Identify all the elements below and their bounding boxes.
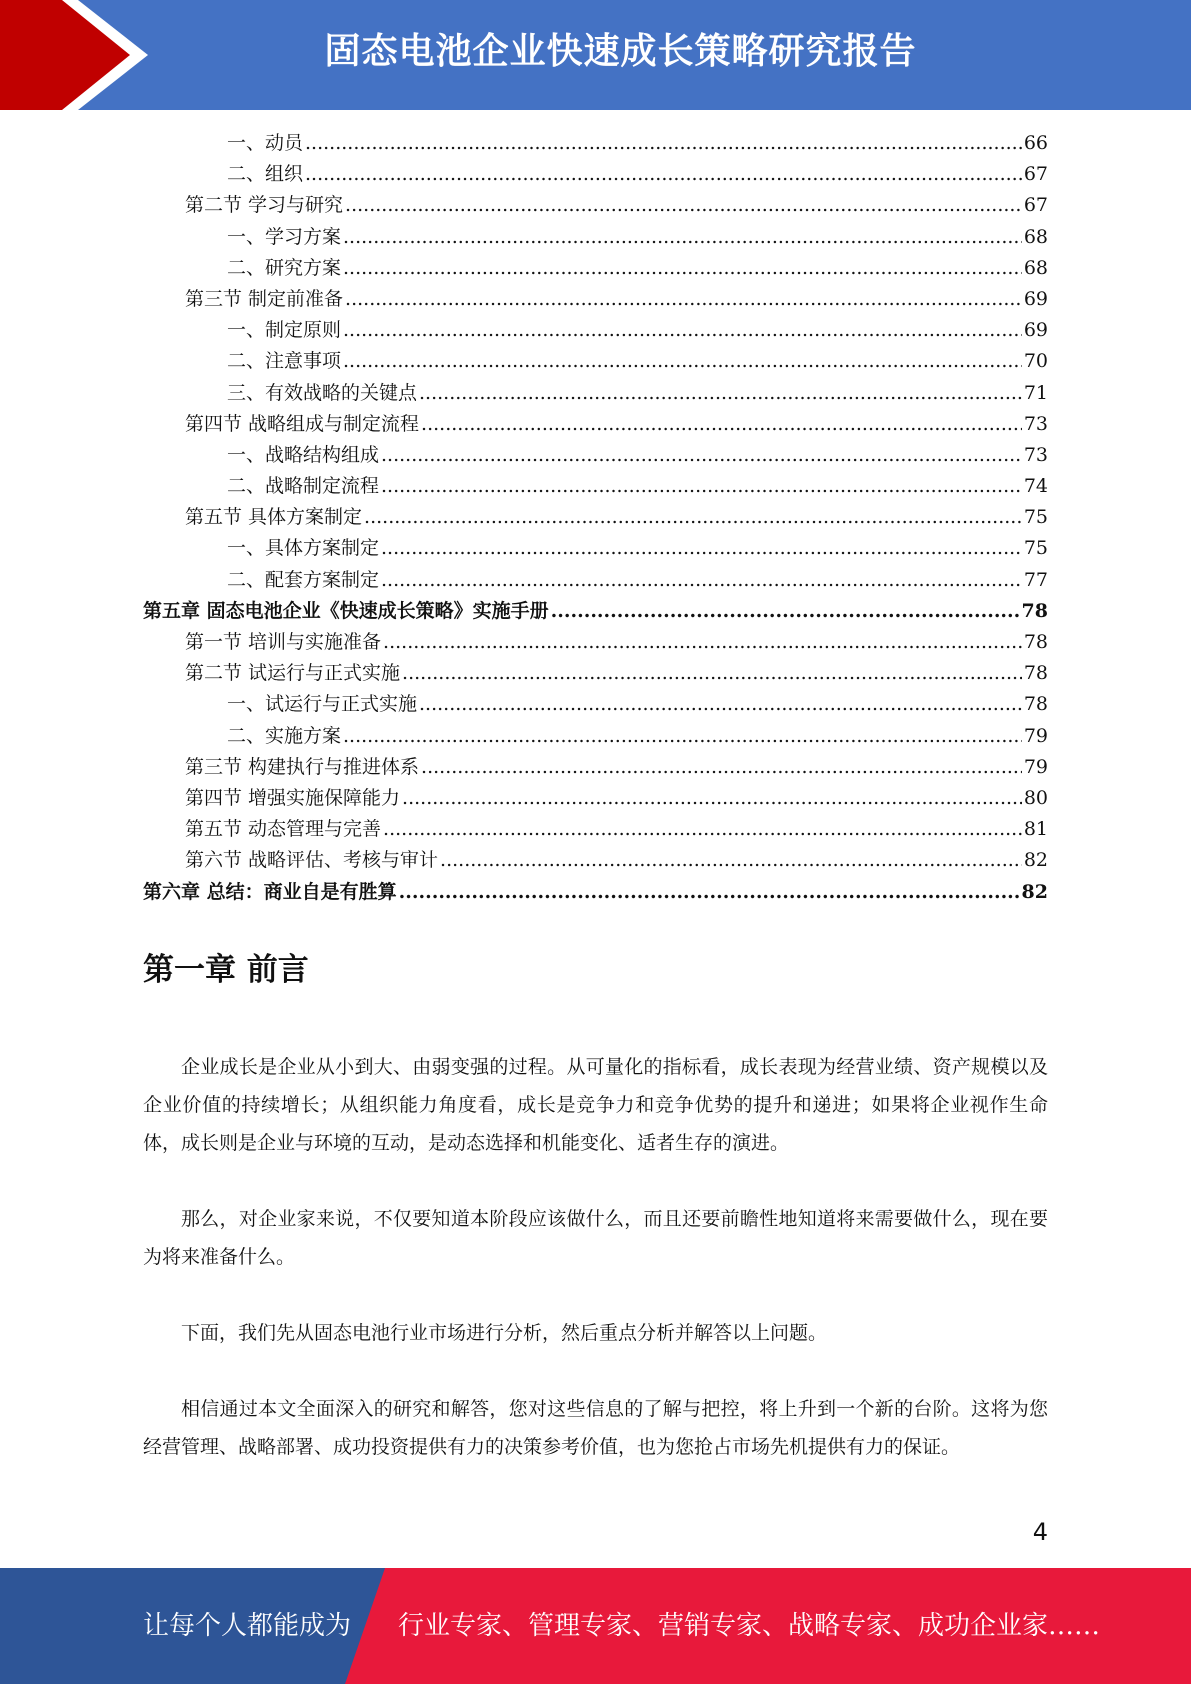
toc-dot-leader bbox=[383, 814, 1022, 845]
page-number: 4 bbox=[1032, 1518, 1048, 1546]
toc-page-number: 75 bbox=[1023, 537, 1048, 560]
toc-entry-title: 二、研究方案 bbox=[227, 256, 342, 279]
toc-dot-leader bbox=[421, 752, 1022, 783]
toc-entry-title: 第五节 具体方案制定 bbox=[185, 506, 363, 529]
toc-subsection-entry[interactable] bbox=[143, 378, 1048, 409]
toc-subsection-entry[interactable] bbox=[143, 471, 1048, 502]
toc-dot-leader bbox=[421, 409, 1022, 440]
toc-entry-title: 一、制定原则 bbox=[227, 319, 342, 342]
toc-dot-leader bbox=[305, 128, 1022, 159]
paragraph: 下面，我们先从固态电池行业市场进行分析，然后重点分析并解答以上问题。 bbox=[181, 1322, 828, 1344]
toc-dot-leader bbox=[381, 565, 1022, 596]
toc-page-number: 70 bbox=[1023, 350, 1048, 373]
toc-dot-leader bbox=[402, 658, 1022, 689]
toc-chapter-entry[interactable] bbox=[143, 596, 1048, 627]
toc-subsection-entry[interactable] bbox=[143, 253, 1048, 284]
toc-subsection-entry[interactable] bbox=[143, 346, 1048, 377]
toc-subsection-entry[interactable] bbox=[143, 440, 1048, 471]
toc-page-number: 82 bbox=[1021, 880, 1048, 903]
toc-entry-title: 二、注意事项 bbox=[227, 350, 342, 373]
toc-entry-title: 一、具体方案制定 bbox=[227, 537, 380, 560]
toc-page-number: 78 bbox=[1023, 631, 1048, 653]
chapter-heading: 第一章 前言 bbox=[143, 952, 309, 988]
toc-page-number: 68 bbox=[1023, 256, 1048, 279]
toc-page-number: 74 bbox=[1023, 475, 1048, 498]
toc-entry-title: 一、学习方案 bbox=[227, 225, 342, 248]
toc-section-entry[interactable] bbox=[143, 502, 1048, 533]
toc-entry-title: 第三节 构建执行与推进体系 bbox=[185, 755, 420, 778]
toc-section-entry[interactable] bbox=[143, 845, 1048, 876]
toc-entry-title: 二、实施方案 bbox=[227, 724, 342, 747]
toc-subsection-entry[interactable] bbox=[143, 315, 1048, 346]
toc-section-entry[interactable] bbox=[143, 658, 1048, 689]
toc-dot-leader bbox=[419, 689, 1022, 720]
toc-dot-leader bbox=[343, 315, 1022, 346]
footer-slogan-left: 让每个人都能成为 bbox=[143, 1611, 352, 1641]
toc-entry-title: 一、战略结构组成 bbox=[227, 443, 380, 466]
toc-subsection-entry[interactable] bbox=[143, 721, 1048, 752]
toc-entry-title: 一、动员 bbox=[227, 132, 304, 154]
toc-entry-title: 第四节 增强实施保障能力 bbox=[185, 786, 401, 809]
toc-entry-title: 三、有效战略的关键点 bbox=[227, 381, 418, 404]
toc-subsection-entry[interactable] bbox=[143, 689, 1048, 720]
toc-dot-leader bbox=[419, 378, 1022, 409]
toc-page-number: 68 bbox=[1023, 225, 1048, 248]
toc-dot-leader bbox=[343, 222, 1022, 253]
paragraph: 相信通过本文全面深入的研究和解答，您对这些信息的了解与把控，将上升到一个新的台阶。这将为您经营管理、战略部署、成功投资提供有力的决策参考价值，也为您抢占市场先机提供有力的保证。 bbox=[143, 1398, 1048, 1458]
chapter-body bbox=[143, 1048, 1048, 1504]
toc-dot-leader bbox=[345, 284, 1022, 315]
toc-dot-leader bbox=[440, 845, 1022, 876]
toc-subsection-entry[interactable] bbox=[143, 533, 1048, 564]
toc-subsection-entry[interactable] bbox=[143, 128, 1048, 159]
toc-entry-title: 二、组织 bbox=[227, 163, 304, 186]
toc-section-entry[interactable] bbox=[143, 409, 1048, 440]
toc-entry-title: 第五节 动态管理与完善 bbox=[185, 818, 382, 841]
toc-dot-leader bbox=[343, 346, 1022, 377]
toc-page-number: 66 bbox=[1023, 132, 1048, 154]
toc-entry-title: 第六章 总结：商业自是有胜算 bbox=[143, 880, 397, 903]
header-banner bbox=[0, 0, 1191, 110]
toc-dot-leader bbox=[343, 253, 1022, 284]
toc-page-number: 79 bbox=[1023, 724, 1048, 747]
toc-page-number: 67 bbox=[1023, 194, 1048, 217]
toc-entry-title: 第三节 制定前准备 bbox=[185, 287, 344, 310]
toc-dot-leader bbox=[381, 533, 1022, 564]
toc-entry-title: 第四节 战略组成与制定流程 bbox=[185, 412, 420, 435]
paragraph: 那么，对企业家来说，不仅要知道本阶段应该做什么，而且还要前瞻性地知道将来需要做什么，现在要为将来准备什么。 bbox=[143, 1208, 1048, 1268]
toc-dot-leader bbox=[381, 440, 1022, 471]
toc-page-number: 82 bbox=[1023, 849, 1048, 872]
header-title: 固态电池企业快速成长策略研究报告 bbox=[324, 31, 917, 72]
toc-section-entry[interactable] bbox=[143, 814, 1048, 845]
toc-entry-title: 第一节 培训与实施准备 bbox=[185, 631, 382, 653]
toc-entry-title: 第五章 固态电池企业《快速成长策略》实施手册 bbox=[143, 599, 549, 622]
toc-dot-leader bbox=[364, 502, 1022, 533]
toc-subsection-entry[interactable] bbox=[143, 565, 1048, 596]
table-of-contents bbox=[143, 128, 1048, 908]
toc-page-number: 67 bbox=[1023, 163, 1048, 186]
toc-entry-title: 第二节 学习与研究 bbox=[185, 194, 344, 217]
toc-section-entry[interactable] bbox=[143, 627, 1048, 658]
toc-page-number: 75 bbox=[1023, 506, 1048, 529]
toc-subsection-entry[interactable] bbox=[143, 159, 1048, 190]
toc-page-number: 81 bbox=[1023, 818, 1048, 841]
footer-banner bbox=[0, 1568, 1191, 1684]
toc-page-number: 78 bbox=[1023, 693, 1048, 716]
toc-entry-title: 第二节 试运行与正式实施 bbox=[185, 662, 401, 685]
toc-dot-leader bbox=[383, 627, 1022, 658]
toc-page-number: 78 bbox=[1023, 662, 1048, 685]
toc-dot-leader bbox=[399, 877, 1020, 908]
toc-entry-title: 二、战略制定流程 bbox=[227, 475, 380, 498]
toc-page-number: 77 bbox=[1023, 568, 1048, 591]
toc-page-number: 78 bbox=[1021, 599, 1048, 622]
toc-dot-leader bbox=[343, 721, 1022, 752]
toc-page-number: 71 bbox=[1023, 381, 1048, 404]
toc-dot-leader bbox=[305, 159, 1022, 190]
paragraph: 企业成长是企业从小到大、由弱变强的过程。从可量化的指标看，成长表现为经营业绩、资产规模以及企业价值的持续增长；从组织能力角度看，成长是竞争力和竞争优势的提升和递进；如果将企业视作生命体，成长则是企业与环境的互动，是动态选择和机能变化、适者生存的演进。 bbox=[143, 1056, 1048, 1154]
toc-page-number: 73 bbox=[1023, 412, 1048, 435]
toc-page-number: 80 bbox=[1023, 786, 1048, 809]
toc-section-entry[interactable] bbox=[143, 284, 1048, 315]
toc-section-entry[interactable] bbox=[143, 190, 1048, 221]
toc-dot-leader bbox=[345, 190, 1022, 221]
toc-entry-title: 二、配套方案制定 bbox=[227, 568, 380, 591]
toc-dot-leader bbox=[381, 471, 1022, 502]
toc-subsection-entry[interactable] bbox=[143, 222, 1048, 253]
toc-entry-title: 一、试运行与正式实施 bbox=[227, 693, 418, 716]
toc-section-entry[interactable] bbox=[143, 783, 1048, 814]
toc-dot-leader bbox=[402, 783, 1022, 814]
toc-page-number: 79 bbox=[1023, 755, 1048, 778]
toc-entry-title: 第六节 战略评估、考核与审计 bbox=[185, 849, 439, 872]
toc-page-number: 73 bbox=[1023, 443, 1048, 466]
toc-section-entry[interactable] bbox=[143, 752, 1048, 783]
toc-page-number: 69 bbox=[1023, 287, 1048, 310]
toc-chapter-entry[interactable] bbox=[143, 877, 1048, 908]
toc-dot-leader bbox=[551, 596, 1020, 627]
toc-page-number: 69 bbox=[1023, 319, 1048, 342]
footer-slogan-right: 行业专家、管理专家、营销专家、战略专家、成功企业家…… bbox=[398, 1611, 1101, 1641]
header-arrow-decoration bbox=[0, 0, 160, 110]
